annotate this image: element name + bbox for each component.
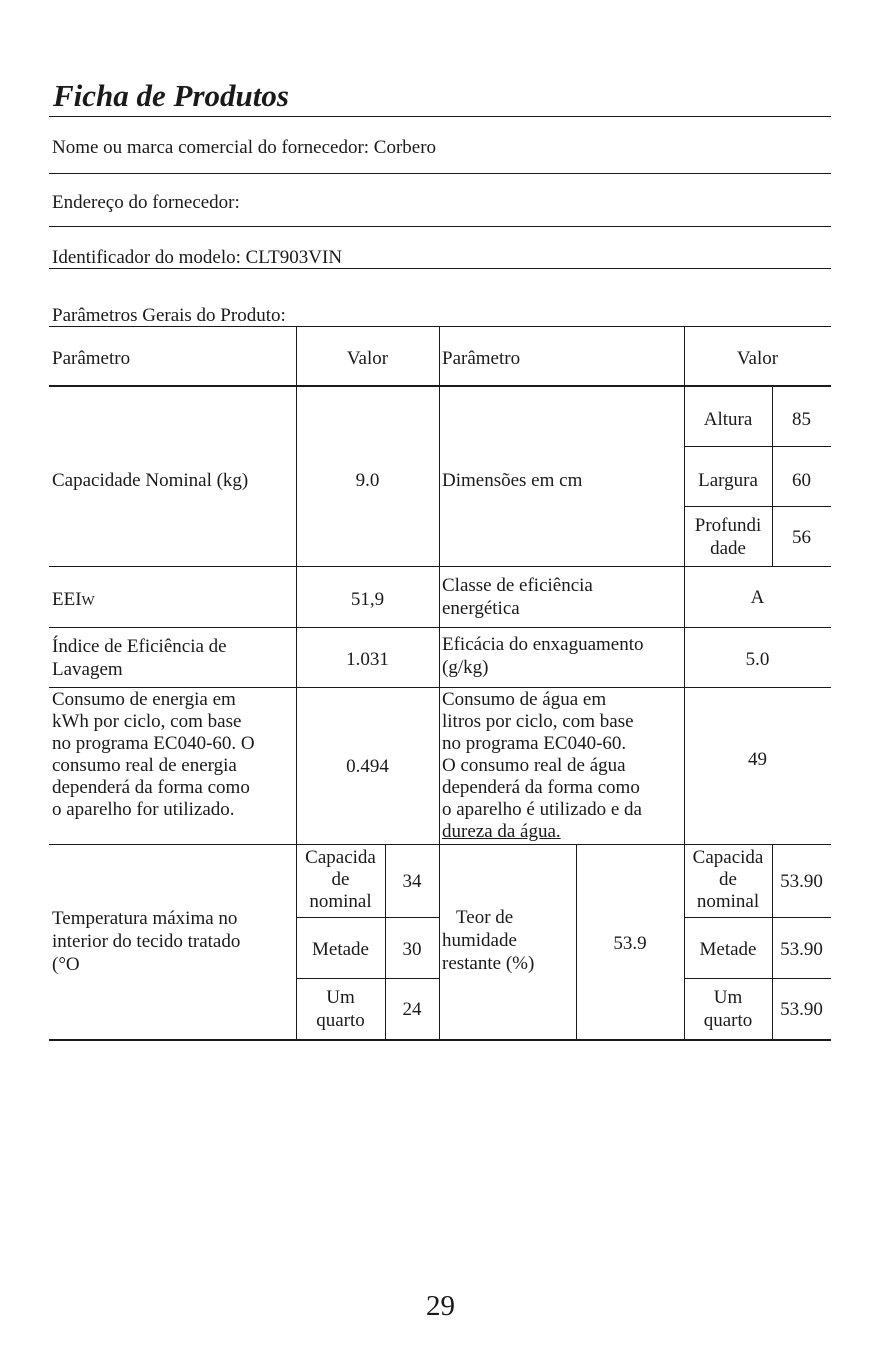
rated-label-line: Capacida [692, 847, 764, 868]
wash-index-label-line: Lavagem [52, 659, 123, 680]
wash-index-label-line: Índice de Eficiência de [52, 636, 227, 657]
energy-class-label-line: Classe de eficiência [442, 575, 593, 596]
depth-value: 56 [792, 527, 811, 548]
eei-label-text: EEI [52, 589, 82, 610]
water-consumption-line: o aparelho é utilizado e da [442, 799, 642, 820]
height-value: 85 [792, 409, 811, 430]
energy-class-label [442, 574, 593, 620]
divider [49, 173, 831, 174]
wash-index-label [52, 635, 227, 681]
rinse-value: 5.0 [745, 649, 770, 670]
table-border [49, 627, 831, 628]
rated-label-line: Capacida [305, 847, 376, 868]
table-border [684, 978, 831, 979]
energy-consumption-line: no programa EC040-60. O [52, 733, 255, 754]
page-title: Ficha de Produtos [53, 78, 289, 113]
moisture-label-line: Teor de [456, 907, 514, 928]
header-value-left: Valor [346, 348, 389, 369]
energy-consumption-line: kWh por ciclo, com base [52, 711, 242, 732]
eei-value: 51,9 [350, 589, 385, 610]
energy-consumption-line: o aparelho for utilizado. [52, 799, 235, 820]
width-value: 60 [792, 470, 811, 491]
header-parameter-left: Parâmetro [52, 348, 131, 369]
temp-half-value: 30 [402, 939, 422, 960]
header-value-right: Valor [736, 348, 779, 369]
temp-quarter-value: 24 [402, 999, 422, 1020]
water-consumption-label [442, 689, 642, 843]
temp-rated-label [296, 847, 385, 913]
moisture-value: 53.9 [613, 933, 647, 954]
moisture-label-line: humidade [442, 930, 517, 951]
quarter-label-line: quarto [316, 1010, 365, 1031]
dimensions-label: Dimensões em cm [442, 470, 583, 491]
table-border [49, 844, 831, 845]
rated-label-line: de [331, 869, 350, 890]
capacity-value: 9.0 [355, 470, 380, 491]
moisture-quarter-value: 53.90 [780, 999, 823, 1020]
table-border [49, 1039, 831, 1041]
eei-subscript: W [81, 594, 95, 609]
energy-consumption-line: Consumo de energia em [52, 689, 236, 710]
energy-consumption-label [52, 689, 255, 821]
water-consumption-line: dependerá da forma como [442, 777, 640, 798]
table-border [684, 326, 685, 1040]
divider [49, 268, 831, 269]
water-consumption-line: dureza da água. [442, 821, 561, 842]
table-border [439, 326, 440, 1040]
energy-consumption-line: consumo real de energia [52, 755, 237, 776]
table-border [684, 506, 831, 507]
depth-label-line: Profundi [694, 515, 762, 536]
table-border [49, 326, 831, 327]
energy-class-value: A [750, 587, 765, 608]
rated-label-line: nominal [309, 891, 372, 912]
moisture-label-line: restante (%) [442, 953, 535, 974]
divider [49, 116, 831, 117]
water-consumption-line: Consumo de água em [442, 689, 607, 710]
temperature-label [52, 907, 240, 976]
moisture-quarter-label [684, 986, 772, 1032]
energy-class-label-line: energética [442, 598, 520, 619]
temperature-label-line: interior do tecido tratado [52, 931, 241, 952]
quarter-label-line: quarto [703, 1010, 753, 1031]
table-border [49, 566, 831, 567]
rinse-label-line: Eficácia do enxaguamento [442, 634, 644, 655]
params-title: Parâmetros Gerais do Produto: [52, 305, 286, 326]
moisture-half-value: 53.90 [780, 939, 823, 960]
height-label: Altura [703, 409, 753, 430]
table-border [49, 385, 831, 387]
moisture-rated-value: 53.90 [780, 871, 823, 892]
page-number: 29 [426, 1290, 455, 1322]
depth-label-line: dade [710, 538, 746, 559]
temperature-label-line: (°O [52, 954, 80, 975]
energy-consumption-value: 0.494 [346, 756, 389, 777]
eei-label [52, 588, 95, 613]
rated-label-line: de [719, 869, 737, 890]
quarter-label-line: Um [713, 987, 743, 1008]
header-parameter-right: Parâmetro [442, 348, 521, 369]
water-consumption-line: O consumo real de água [442, 755, 626, 776]
quarter-label-line: Um [326, 987, 355, 1008]
supplier-address: Endereço do fornecedor: [52, 192, 240, 213]
rinse-label-line: (g/kg) [442, 657, 489, 678]
rinse-label [442, 633, 644, 679]
water-consumption-line: no programa EC040-60. [442, 733, 627, 754]
rated-label-line: nominal [696, 891, 760, 912]
table-border [684, 446, 831, 447]
supplier-name: Nome ou marca comercial do fornecedor: Corbero [52, 137, 437, 158]
moisture-half-label: Metade [699, 939, 757, 960]
temp-rated-value: 34 [402, 871, 422, 892]
energy-consumption-line: dependerá da forma como [52, 777, 250, 798]
wash-index-value: 1.031 [346, 649, 389, 670]
table-border [296, 978, 439, 979]
table-border [684, 917, 831, 918]
water-consumption-line: litros por ciclo, com base [442, 711, 634, 732]
depth-label [684, 514, 772, 560]
water-consumption-value: 49 [748, 749, 767, 770]
divider [49, 226, 831, 227]
temp-quarter-label [296, 986, 385, 1032]
width-label: Largura [698, 470, 758, 491]
table-border [49, 687, 831, 688]
capacity-label: Capacidade Nominal (kg) [52, 470, 249, 491]
table-border [296, 326, 297, 1040]
moisture-rated-label [684, 847, 772, 913]
temperature-label-line: Temperatura máxima no [52, 908, 238, 929]
model-identifier: Identificador do modelo: CLT903VIN [52, 247, 343, 268]
table-border [296, 917, 439, 918]
temp-half-label: Metade [312, 939, 369, 960]
moisture-label [442, 906, 534, 975]
